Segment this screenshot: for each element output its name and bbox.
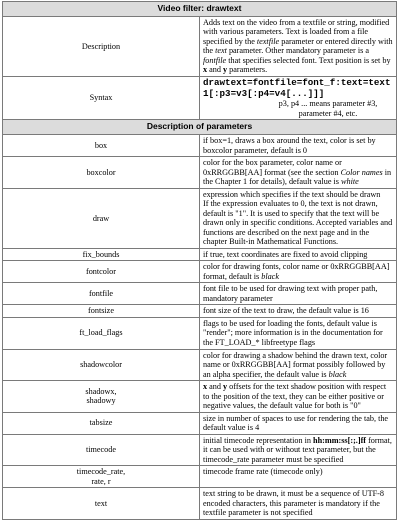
param-description-segment: flags to be used for loading the fonts, default value is "render"; more information is in the documentation for the FT_LOAD_* libfreetype flags — [203, 318, 383, 347]
param-description — [200, 488, 397, 520]
table-title: Video filter: drawtext — [3, 2, 397, 17]
param-row — [3, 261, 397, 283]
param-description — [200, 412, 397, 434]
param-row — [3, 381, 397, 413]
description-label: Description — [3, 16, 200, 76]
param-name — [3, 466, 200, 488]
param-description-segment: font size of the text to draw, the default value is 16 — [203, 306, 369, 316]
param-name-line: fontsize — [88, 306, 114, 316]
param-description-segment: black — [261, 271, 279, 281]
param-description-segment: if box=1, draws a box around the text, color is set by boxcolor parameter, default is 0 — [203, 136, 376, 155]
param-description — [200, 317, 397, 349]
param-description — [200, 261, 397, 283]
param-name-line: box — [94, 140, 108, 150]
param-row — [3, 412, 397, 434]
param-description — [200, 248, 397, 261]
param-description-segment: if true, text coordinates are fixed to avoid clipping — [203, 249, 368, 259]
param-name-line: shadowy — [86, 396, 116, 406]
document — [2, 1, 397, 520]
param-description-segment: size in number of spaces to use for rendering the tab, the default value is 4 — [203, 413, 389, 433]
param-row — [3, 157, 397, 189]
param-name-line: timecode_rate, — [76, 467, 126, 477]
param-row — [3, 349, 397, 381]
param-name — [3, 317, 200, 349]
param-description-segment: hh:mm:ss[:;.]ff — [313, 435, 367, 445]
drawtext-table — [2, 1, 397, 520]
param-description — [200, 305, 397, 318]
param-description-segment: offsets for the text shadow position with respect to the position of the text, they can be either positive or negative values, the default value for both is "0" — [203, 382, 387, 411]
param-description-segment: text string to be drawn, it must be a sequence of UTF-8 encoded characters, this parameter is mandatory if the textfile parameter is not specified — [203, 489, 384, 518]
param-row — [3, 248, 397, 261]
param-description-segment: black — [328, 369, 347, 379]
param-name — [3, 248, 200, 261]
param-description — [200, 188, 397, 248]
param-description-segment: initial timecode representation in — [203, 435, 314, 445]
param-name-line: rate, r — [91, 476, 111, 486]
syntax-note: p3, p4 ... means parameter #3, parameter #4, etc. — [278, 99, 378, 118]
param-name — [3, 349, 200, 381]
param-description — [200, 381, 397, 413]
param-description-segment: Color names — [340, 167, 383, 177]
syntax-label: Syntax — [3, 76, 200, 119]
param-description-segment: y — [223, 382, 228, 392]
description-row — [3, 16, 397, 76]
param-row — [3, 283, 397, 305]
param-name — [3, 305, 200, 318]
params-header: Description of parameters — [3, 120, 397, 135]
param-name-line: timecode — [85, 445, 116, 455]
param-name — [3, 283, 200, 305]
description-text: Adds text on the video from a textfile or string, modified with various parameters. Text is loaded from a file specified by the textfile parameter or entered directly with the text parameter. Other mandatory parameter is a fontfile that specifies selected font. Text position is set by x and y parameters. — [200, 16, 397, 76]
param-name-line: boxcolor — [86, 167, 116, 177]
param-name — [3, 434, 200, 466]
param-description-segment: and — [207, 382, 224, 392]
param-name-line: ft_load_flags — [79, 328, 123, 338]
title-row — [3, 2, 397, 17]
param-name-line: draw — [92, 213, 110, 223]
param-description-segment: format, it can be used with or without text parameter, but the timecode_rate parameter must be specified — [203, 435, 392, 464]
syntax-code: drawtext=fontfile=font_f:text=text1[:p3=v3[:p4=v4[...]]] — [203, 76, 391, 99]
param-description-segment: color for the box parameter, color name or 0xRRGGBB[AA] format (see the section — [203, 158, 342, 177]
param-name — [3, 488, 200, 520]
param-name — [3, 135, 200, 157]
param-name — [3, 381, 200, 413]
param-description-segment: color for drawing fonts, color name or 0xRRGGBB[AA] format, default is — [203, 262, 390, 281]
param-description-segment: white — [341, 177, 359, 187]
param-name — [3, 157, 200, 189]
param-description-segment: color for drawing a shadow behind the drawn text, color name or 0xRRGGBB[AA] format possibly followed by an alpha specifier, the default value is — [203, 350, 388, 379]
param-description-segment: in the Chapter 1 for details), default value is — [203, 167, 392, 187]
param-description — [200, 157, 397, 189]
param-description-segment: If the expression evaluates to 0, the text is not drawn, default is "1". It is used to specify that the text will be drawn only in specific conditions. Accepted variables and functions are described on the next page and in the chapter Built-in Mathematical Functions. — [203, 199, 393, 247]
param-row — [3, 188, 397, 248]
param-row — [3, 488, 397, 520]
param-row — [3, 135, 397, 157]
param-name — [3, 412, 200, 434]
param-description-segment: timecode frame rate (timecode only) — [203, 467, 323, 477]
param-description-segment: font file to be used for drawing text with proper path, mandatory parameter — [203, 284, 378, 303]
syntax-row — [3, 76, 397, 119]
param-description — [200, 135, 397, 157]
param-row — [3, 434, 397, 466]
param-row — [3, 305, 397, 318]
param-description-segment: expression which specifies if the text should be drawn — [203, 189, 381, 199]
params-header-row — [3, 120, 397, 135]
param-description — [200, 466, 397, 488]
param-description — [200, 283, 397, 305]
param-name — [3, 188, 200, 248]
param-description — [200, 349, 397, 381]
param-name-line: fontcolor — [85, 267, 116, 277]
param-name-line: shadowx, — [85, 386, 117, 396]
param-name-line: shadowcolor — [80, 360, 122, 370]
param-name-line: tabsize — [89, 418, 113, 428]
param-name-line: fix_bounds — [82, 249, 120, 259]
param-row — [3, 466, 397, 488]
syntax-cell — [200, 76, 397, 119]
param-name-line: text — [94, 498, 108, 508]
param-row — [3, 317, 397, 349]
param-name-line: fontfile — [88, 289, 114, 299]
param-description — [200, 434, 397, 466]
param-description-segment: x — [203, 382, 208, 392]
param-name — [3, 261, 200, 283]
